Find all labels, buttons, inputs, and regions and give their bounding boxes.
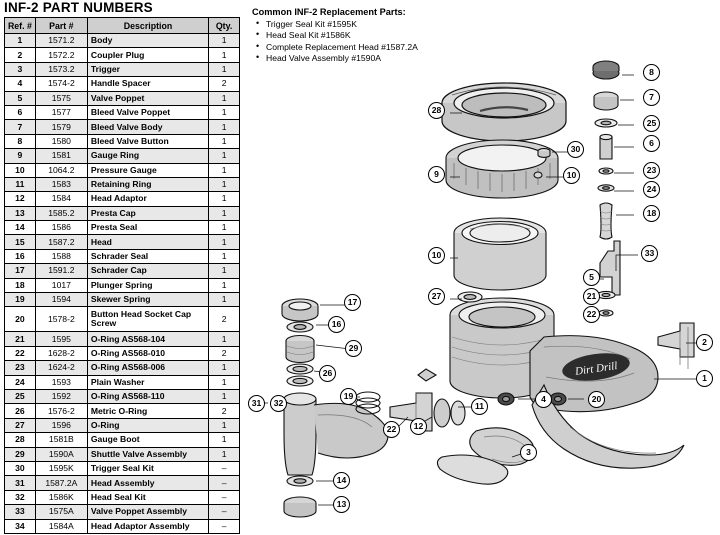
cell-part: 1576-2: [35, 404, 87, 418]
cell-ref: 26: [5, 404, 36, 418]
callout-6: 6: [643, 135, 660, 152]
table-row: [5, 48, 240, 62]
cell-part: 1572.2: [35, 48, 87, 62]
cell-part: 1596: [35, 418, 87, 432]
callout-22-upper: 22: [583, 306, 600, 323]
callout-24: 24: [643, 181, 660, 198]
callout-14: 14: [333, 472, 350, 489]
cell-part: 1587.2: [35, 235, 87, 249]
cell-part: 1584: [35, 192, 87, 206]
cell-description: Valve Poppet Assembly: [87, 505, 208, 519]
cell-qty: 1: [209, 433, 240, 447]
part-pressure-gauge: [454, 218, 546, 290]
part-coupler-plug: [658, 323, 694, 369]
callout-31: 31: [248, 395, 265, 412]
cell-description: Trigger Seal Kit: [87, 461, 208, 475]
cell-part: 1573.2: [35, 62, 87, 76]
cell-qty: 1: [209, 62, 240, 76]
callout-7: 7: [643, 89, 660, 106]
common-parts-title: Common INF-2 Replacement Parts:: [252, 7, 406, 17]
cell-description: Head Adaptor Assembly: [87, 519, 208, 533]
table-row: [5, 249, 240, 263]
cell-part: 1579: [35, 120, 87, 134]
cell-description: Bleed Valve Button: [87, 134, 208, 148]
cell-qty: 1: [209, 105, 240, 119]
table-row: [5, 361, 240, 375]
callout-30: 30: [567, 141, 584, 158]
callout-19: 19: [340, 388, 357, 405]
cell-ref: 11: [5, 177, 36, 191]
cell-description: O-Ring AS568-006: [87, 361, 208, 375]
cell-ref: 10: [5, 163, 36, 177]
cell-ref: 29: [5, 447, 36, 461]
table-row: [5, 505, 240, 519]
cell-qty: 1: [209, 264, 240, 278]
table-row: [5, 278, 240, 292]
cell-qty: 1: [209, 332, 240, 346]
table-row: [5, 221, 240, 235]
cell-qty: 1: [209, 375, 240, 389]
cell-part: 1587.2A: [35, 476, 87, 490]
cell-description: O-Ring: [87, 418, 208, 432]
part-valve-poppet: [597, 241, 620, 316]
cell-description: O-Ring AS568-104: [87, 332, 208, 346]
table-row: [5, 433, 240, 447]
list-item: • Head Seal Kit #1586K: [264, 30, 482, 41]
cell-qty: 1: [209, 134, 240, 148]
table-row: [5, 134, 240, 148]
cell-description: Skewer Spring: [87, 293, 208, 307]
callout-27: 27: [428, 288, 445, 305]
cell-ref: 15: [5, 235, 36, 249]
cell-description: Bleed Valve Poppet: [87, 105, 208, 119]
cell-description: Plunger Spring: [87, 278, 208, 292]
callout-29: 29: [345, 340, 362, 357]
parts-table-container: [4, 17, 240, 534]
cell-qty: 1: [209, 278, 240, 292]
callout-12: 12: [410, 418, 427, 435]
column-header-description: Description: [87, 18, 208, 34]
cell-description: Coupler Plug: [87, 48, 208, 62]
cell-ref: 13: [5, 206, 36, 220]
cell-ref: 16: [5, 249, 36, 263]
cell-part: 1571.2: [35, 34, 87, 48]
cell-qty: 2: [209, 77, 240, 91]
cell-ref: 18: [5, 278, 36, 292]
cell-ref: 23: [5, 361, 36, 375]
cell-ref: 3: [5, 62, 36, 76]
table-row: [5, 418, 240, 432]
cell-ref: 21: [5, 332, 36, 346]
callout-5: 5: [583, 269, 600, 286]
part-gauge-boot: [442, 83, 566, 141]
cell-part: 1574-2: [35, 77, 87, 91]
cell-ref: 9: [5, 149, 36, 163]
part-head-adaptor: [390, 393, 465, 431]
cell-qty: 1: [209, 235, 240, 249]
cell-qty: 2: [209, 346, 240, 360]
table-row: [5, 120, 240, 134]
table-row: [5, 519, 240, 533]
cell-ref: 8: [5, 134, 36, 148]
cell-part: 1594: [35, 293, 87, 307]
cell-part: 1593: [35, 375, 87, 389]
cell-qty: 1: [209, 418, 240, 432]
callout-2: 2: [696, 334, 713, 351]
cell-description: Gauge Ring: [87, 149, 208, 163]
part-bleed-valve-stack: [593, 61, 619, 239]
parts-table: [4, 17, 240, 534]
cell-qty: 1: [209, 48, 240, 62]
cell-qty: 1: [209, 249, 240, 263]
cell-description: Valve Poppet: [87, 91, 208, 105]
callout-11: 11: [471, 398, 488, 415]
cell-description: Handle Spacer: [87, 77, 208, 91]
callout-1: 1: [696, 370, 713, 387]
table-row: [5, 293, 240, 307]
cell-ref: 20: [5, 307, 36, 332]
table-row: [5, 235, 240, 249]
cell-qty: 1: [209, 206, 240, 220]
cell-qty: 1: [209, 447, 240, 461]
cell-part: 1580: [35, 134, 87, 148]
callout-3: 3: [520, 444, 537, 461]
cell-ref: 17: [5, 264, 36, 278]
cell-description: Head Adaptor: [87, 192, 208, 206]
cell-qty: –: [209, 519, 240, 533]
table-row: [5, 307, 240, 332]
cell-description: Pressure Gauge: [87, 163, 208, 177]
cell-ref: 6: [5, 105, 36, 119]
column-header-part: Part #: [35, 18, 87, 34]
cell-description: Bleed Valve Body: [87, 120, 208, 134]
callout-17: 17: [344, 294, 361, 311]
callout-32: 32: [270, 395, 287, 412]
cell-description: Plain Washer: [87, 375, 208, 389]
table-row: [5, 346, 240, 360]
cell-part: 1586: [35, 221, 87, 235]
brand-label: Dirt Drill: [574, 360, 619, 378]
table-row: [5, 375, 240, 389]
table-row: [5, 404, 240, 418]
callout-18: 18: [643, 205, 660, 222]
cell-description: Metric O-Ring: [87, 404, 208, 418]
cell-ref: 32: [5, 490, 36, 504]
cell-part: 1575: [35, 91, 87, 105]
table-row: [5, 149, 240, 163]
cell-ref: 24: [5, 375, 36, 389]
cell-ref: 2: [5, 48, 36, 62]
table-row: [5, 34, 240, 48]
cell-ref: 14: [5, 221, 36, 235]
table-header-row: [5, 18, 240, 34]
cell-qty: 1: [209, 91, 240, 105]
callout-26: 26: [319, 365, 336, 382]
table-row: [5, 206, 240, 220]
cell-description: Gauge Boot: [87, 433, 208, 447]
cell-qty: 1: [209, 177, 240, 191]
cell-description: Presta Seal: [87, 221, 208, 235]
callout-23: 23: [643, 162, 660, 179]
cell-part: 1585.2: [35, 206, 87, 220]
cell-description: Presta Cap: [87, 206, 208, 220]
cell-part: 1628-2: [35, 346, 87, 360]
cell-ref: 33: [5, 505, 36, 519]
table-row: [5, 177, 240, 191]
callout-10-upper: 10: [563, 167, 580, 184]
table-row: [5, 461, 240, 475]
cell-qty: 1: [209, 192, 240, 206]
cell-description: Head Assembly: [87, 476, 208, 490]
cell-ref: 28: [5, 433, 36, 447]
callout-8: 8: [643, 64, 660, 81]
callout-13: 13: [333, 496, 350, 513]
cell-qty: –: [209, 461, 240, 475]
cell-qty: 1: [209, 221, 240, 235]
cell-ref: 4: [5, 77, 36, 91]
cell-part: 1595: [35, 332, 87, 346]
cell-qty: 1: [209, 120, 240, 134]
cell-part: 1017: [35, 278, 87, 292]
cell-part: 1577: [35, 105, 87, 119]
cell-part: 1064.2: [35, 163, 87, 177]
cell-ref: 12: [5, 192, 36, 206]
table-row: [5, 91, 240, 105]
table-row: [5, 447, 240, 461]
callout-9: 9: [428, 166, 445, 183]
cell-part: 1581B: [35, 433, 87, 447]
cell-description: Head: [87, 235, 208, 249]
cell-part: 1588: [35, 249, 87, 263]
cell-part: 1586K: [35, 490, 87, 504]
cell-qty: –: [209, 476, 240, 490]
cell-part: 1591.2: [35, 264, 87, 278]
callout-21: 21: [583, 288, 600, 305]
cell-description: Trigger: [87, 62, 208, 76]
cell-part: 1595K: [35, 461, 87, 475]
cell-qty: –: [209, 505, 240, 519]
cell-ref: 19: [5, 293, 36, 307]
cell-qty: 1: [209, 149, 240, 163]
cell-ref: 22: [5, 346, 36, 360]
table-row: [5, 62, 240, 76]
cell-ref: 34: [5, 519, 36, 533]
table-row: [5, 476, 240, 490]
cell-part: 1578-2: [35, 307, 87, 332]
exploded-diagram: [244, 55, 720, 533]
cell-description: Schrader Cap: [87, 264, 208, 278]
table-row: [5, 490, 240, 504]
cell-description: Retaining Ring: [87, 177, 208, 191]
cell-ref: 25: [5, 389, 36, 403]
cell-ref: 5: [5, 91, 36, 105]
table-row: [5, 389, 240, 403]
column-header-qty: Qty.: [209, 18, 240, 34]
table-row: [5, 77, 240, 91]
cell-ref: 27: [5, 418, 36, 432]
callout-25: 25: [643, 115, 660, 132]
cell-qty: 1: [209, 293, 240, 307]
cell-qty: 1: [209, 361, 240, 375]
cell-description: Head Seal Kit: [87, 490, 208, 504]
table-row: [5, 332, 240, 346]
cell-ref: 7: [5, 120, 36, 134]
cell-ref: 31: [5, 476, 36, 490]
cell-qty: 2: [209, 307, 240, 332]
callout-16: 16: [328, 316, 345, 333]
cell-part: 1583: [35, 177, 87, 191]
cell-part: 1590A: [35, 447, 87, 461]
callout-28: 28: [428, 102, 445, 119]
parts-table-body: [5, 34, 240, 534]
list-item: • Complete Replacement Head #1587.2A: [264, 42, 482, 53]
cell-description: Shuttle Valve Assembly: [87, 447, 208, 461]
cell-part: 1592: [35, 389, 87, 403]
table-row: [5, 163, 240, 177]
list-item: • Head Valve Assembly #1590A: [264, 53, 482, 64]
cell-part: 1575A: [35, 505, 87, 519]
cell-description: Schrader Seal: [87, 249, 208, 263]
list-item: • Trigger Seal Kit #1595K: [264, 19, 482, 30]
cell-part: 1584A: [35, 519, 87, 533]
callout-20: 20: [588, 391, 605, 408]
table-row: [5, 192, 240, 206]
column-header-ref: Ref. #: [5, 18, 36, 34]
cell-qty: 1: [209, 34, 240, 48]
cell-ref: 30: [5, 461, 36, 475]
callout-4: 4: [535, 391, 552, 408]
page-title: INF-2 PART NUMBERS: [4, 0, 153, 15]
cell-description: O-Ring AS568-110: [87, 389, 208, 403]
table-row: [5, 264, 240, 278]
cell-description: Button Head Socket Cap Screw: [87, 307, 208, 332]
cell-qty: –: [209, 490, 240, 504]
cell-qty: 2: [209, 404, 240, 418]
cell-description: O-Ring AS568-010: [87, 346, 208, 360]
callout-22: 22: [383, 421, 400, 438]
table-row: [5, 105, 240, 119]
cell-ref: 1: [5, 34, 36, 48]
cell-qty: 1: [209, 389, 240, 403]
callout-33: 33: [641, 245, 658, 262]
callout-10: 10: [428, 247, 445, 264]
cell-part: 1581: [35, 149, 87, 163]
cell-part: 1624-2: [35, 361, 87, 375]
cell-qty: 1: [209, 163, 240, 177]
cell-description: Body: [87, 34, 208, 48]
